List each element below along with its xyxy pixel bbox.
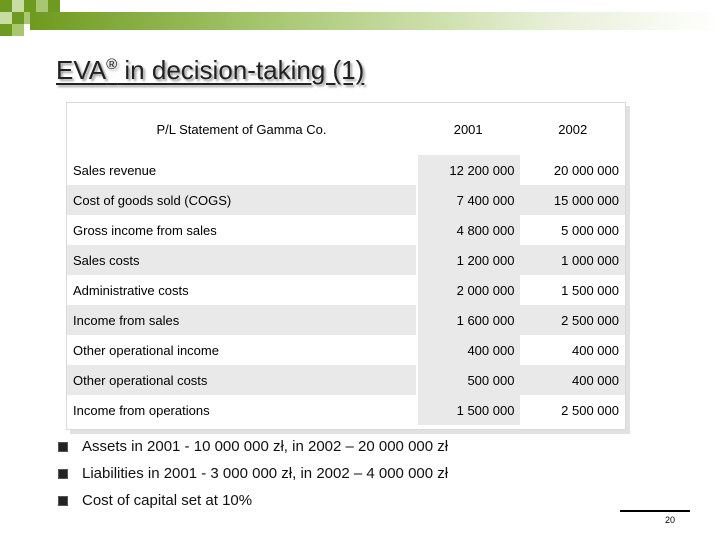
row-label: Cost of goods sold (COGS) [67, 185, 416, 215]
slide-title [56, 55, 364, 86]
pl-statement-table-container [66, 102, 626, 430]
value-2001: 2 000 000 [416, 275, 521, 305]
header-gradient-bar [30, 12, 720, 30]
value-2001: 12 200 000 [416, 155, 521, 185]
table-row [67, 365, 625, 395]
corner-square [12, 12, 24, 24]
corner-square [48, 0, 60, 12]
corner-square [12, 0, 24, 12]
corner-square [0, 24, 12, 36]
row-label: Income from sales [67, 305, 416, 335]
bullet-text: Assets in 2001 - 10 000 000 zł, in 2002 – 20 000 000 zł [82, 438, 449, 455]
registered-mark: ® [106, 56, 118, 73]
row-label: Other operational income [73, 342, 219, 358]
value-2002: 1 500 000 [561, 282, 619, 298]
title-main: EVA [56, 55, 107, 85]
table-row [67, 305, 625, 335]
bullet-text: Cost of capital set at 10% [82, 492, 253, 509]
value-2002: 400 000 [572, 342, 619, 358]
square-bullet-icon [58, 496, 68, 506]
table-header-label: P/L Statement of Gamma Co. [156, 121, 327, 137]
table-row [67, 215, 625, 245]
row-label: Income from operations [73, 402, 210, 418]
corner-square [36, 0, 48, 12]
value-2002: 20 000 000 [553, 162, 619, 178]
corner-square [0, 12, 12, 24]
value-2002: 15 000 000 [520, 185, 625, 215]
year-header: 2001 [453, 121, 483, 137]
value-2001: 7 400 000 [416, 185, 521, 215]
table-row [67, 185, 625, 215]
year-header: 2002 [558, 121, 588, 137]
square-bullet-icon [58, 442, 68, 452]
page-number: 20 [665, 515, 676, 525]
table-row [67, 395, 625, 425]
value-2002: 2 500 000 [520, 305, 625, 335]
row-label: Sales costs [67, 245, 416, 275]
table-row [67, 155, 625, 185]
corner-square [12, 24, 24, 36]
value-2002: 5 000 000 [561, 222, 619, 238]
bullet-text: Liabilities in 2001 - 3 000 000 zł, in 2002 – 4 000 000 zł [82, 465, 449, 482]
title-rest: in decision-taking (1) [117, 55, 365, 85]
value-2002: 2 500 000 [561, 402, 619, 418]
table-header-row [67, 103, 625, 155]
row-label: Administrative costs [73, 282, 189, 298]
corner-square [0, 0, 12, 12]
table-row [67, 335, 625, 365]
value-2002: 1 000 000 [520, 245, 625, 275]
value-2001: 4 800 000 [416, 215, 521, 245]
table-row [67, 275, 625, 305]
table-row [67, 245, 625, 275]
footer-rule [620, 510, 690, 512]
row-label: Gross income from sales [73, 222, 217, 238]
row-label: Sales revenue [73, 162, 157, 178]
value-2001: 1 500 000 [416, 395, 521, 425]
pl-statement-table [67, 103, 625, 425]
value-2001: 500 000 [416, 365, 521, 395]
row-label: Other operational costs [67, 365, 416, 395]
value-2001: 400 000 [416, 335, 521, 365]
square-bullet-icon [58, 469, 68, 479]
corner-square [24, 0, 36, 12]
value-2001: 1 200 000 [416, 245, 521, 275]
value-2002: 400 000 [520, 365, 625, 395]
value-2001: 1 600 000 [416, 305, 521, 335]
